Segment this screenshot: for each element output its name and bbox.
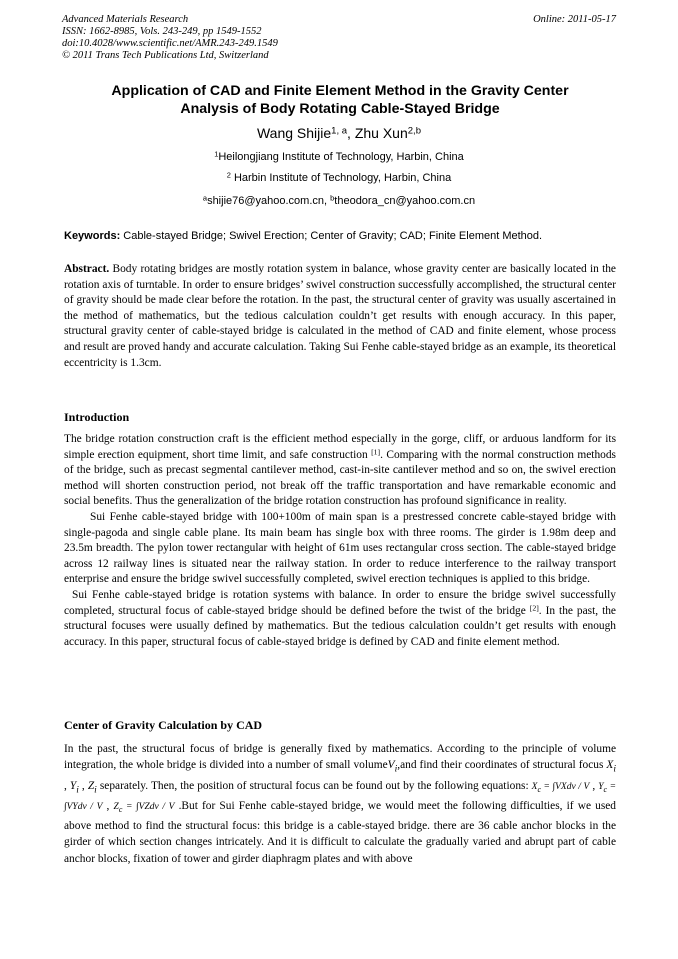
title-line-1: Application of CAD and Finite Element Method in the Gravity Center bbox=[111, 83, 569, 99]
citation-1: [1] bbox=[371, 447, 381, 457]
cog-paragraph-1: In the past, the structural focus of bridge is generally fixed by mathematics. According to the principle of volume integration, the whole bridge is divided into a number of small volumeV$_i$,and find their coordinates of structural focus $X_i$ , $Y_i$ , $Z_i$ separately. Then, the position of structural focus can be found out by the following equations: $X_c$ = ∫VXdv / V , $Y_c$ = ∫VYdv / V , $Z_c$ = ∫VZdv / V .But for Sui Fenhe cable-stayed bridge, we would meet the following difficulties, if we used above method to find the structural focus: this bridge is a cable-stayed bridge. there are 36 cable anchor blocks in the girder of which section changes intricately. And it is difficult to calculate the gradually varied and abrupt part of cable anchor blocks, fixation of tower and girder diaphragm plates and with above bbox=[64, 743, 617, 865]
section-heading-cog: Center of Gravity Calculation by CAD bbox=[64, 718, 263, 732]
affiliation-2: $^2$ Harbin Institute of Technology, Harbin, China bbox=[226, 170, 452, 184]
author-list bbox=[62, 124, 616, 142]
abstract-text: Body rotating bridges are mostly rotation system in balance, whose gravity center are basically located in the rotation axis of turntable. In order to ensure bridges’ swivel construction successfully accomplished, the structural center of gravity should be made clear before the rotation. In the past, the structural center of gravity was usually ascertained in the method of mathematics, but the tedious calculation couldn’t get results with enough accuracy. In this paper, structural gravity center of cable-stayed bridge is calculated in the method of CAD and finite element, whose process and result are proved handy and accurate calculation. Taking Sui Fenhe cable-stayed bridge as an example, its theoretical eccentricity is 1.3cm. bbox=[64, 263, 616, 369]
email-a: shijie76@yahoo.com.cn, bbox=[207, 195, 331, 207]
author-1-affil: 1, a bbox=[331, 125, 348, 137]
equation-xc: $X_c$ = ∫VXdv / V bbox=[531, 781, 590, 794]
intro-paragraph-2: Sui Fenhe cable-stayed bridge with 100+100m of main span is a prestressed concrete cable-stayed bridge with single-pagoda and single cable plane. Its main beam has single box with three rooms. The girder is 1.98m deep and 23.5m breadth. The pylon tower rectangular with height of 61m uses rectangular cross section. The cable-stayed bridge across 12 railway lines is situated near the railway station. In order to reduce interference to the railway transport enterprise and ensure the bridge swivel successfully completed, swivel erection techniques is applied to this bridge. bbox=[64, 510, 616, 586]
author-1: Wang Shijie bbox=[256, 125, 332, 141]
keywords bbox=[64, 229, 616, 243]
doi-line: doi:10.4028/www.scientific.net/AMR.243-249.1549 bbox=[62, 38, 278, 49]
intro-paragraph-1: The bridge rotation construction craft is the efficient method especially in the gorge, cliff, or arduous landform for its simple erection equipment, short time limit, and safe construction [1]. Comparing with the normal construction methods of the bridge, such as precast segmental cantilever method, cast-in-site cantilever method and so on, the swivel erection method will shorten construction period, not break off the traffic transportation and have remarkable economic and social benefits. Thus the generalization of the bridge rotation construction has profound significance in reality. bbox=[64, 433, 616, 508]
issn-line: ISSN: 1662-8985, Vols. 243-249, pp 1549-1552 bbox=[62, 26, 262, 37]
equation-yc: $Y_c$ = ∫VYdv / V bbox=[64, 781, 617, 813]
keywords-text: Cable-stayed Bridge; Swivel Erection; Center of Gravity; CAD; Finite Element Method. bbox=[120, 230, 543, 242]
intro-paragraph-3: Sui Fenhe cable-stayed bridge is rotation systems with balance. In order to ensure the bridge swivel successfully completed, structural focus of cable-stayed bridge should be defined before the twist of the bridge [2]. In the past, the structural focuses were usually defined by mathematics. But the tedious calculation couldn’t get results with enough accuracy. In this paper, structural focus of cable-stayed bridge is defined by CAD and finite element method. bbox=[64, 588, 616, 648]
online-date: Online: 2011-05-17 bbox=[533, 14, 616, 25]
abstract-label: Abstract. bbox=[64, 263, 110, 275]
keywords-label: Keywords: bbox=[64, 230, 121, 242]
author-2-affil: 2,b bbox=[407, 125, 421, 137]
section-heading-introduction: Introduction bbox=[64, 410, 130, 424]
introduction-body bbox=[64, 432, 616, 650]
email-b: theodora_cn@yahoo.com.cn bbox=[334, 195, 476, 207]
title-line-2: Analysis of Body Rotating Cable-Stayed Bridge bbox=[180, 101, 500, 117]
copyright-line: © 2011 Trans Tech Publications Ltd, Switzerland bbox=[62, 50, 269, 61]
author-separator: , bbox=[347, 125, 355, 141]
equation-zc: $Z_c$ = ∫VZdv / V bbox=[113, 802, 175, 815]
cog-body bbox=[64, 741, 616, 867]
abstract bbox=[64, 262, 616, 371]
author-emails: $^a$shijie76@yahoo.com.cn, $^b$theodora_cn@yahoo.com.cn bbox=[202, 193, 476, 207]
citation-2: [2] bbox=[529, 603, 539, 613]
paper-title bbox=[64, 82, 616, 118]
author-2: Zhu Xun bbox=[354, 125, 408, 141]
journal-header bbox=[62, 14, 278, 62]
affiliation-1: $^1$Heilongjiang Institute of Technology, Harbin, China bbox=[214, 149, 464, 163]
journal-name: Advanced Materials Research bbox=[62, 14, 189, 25]
